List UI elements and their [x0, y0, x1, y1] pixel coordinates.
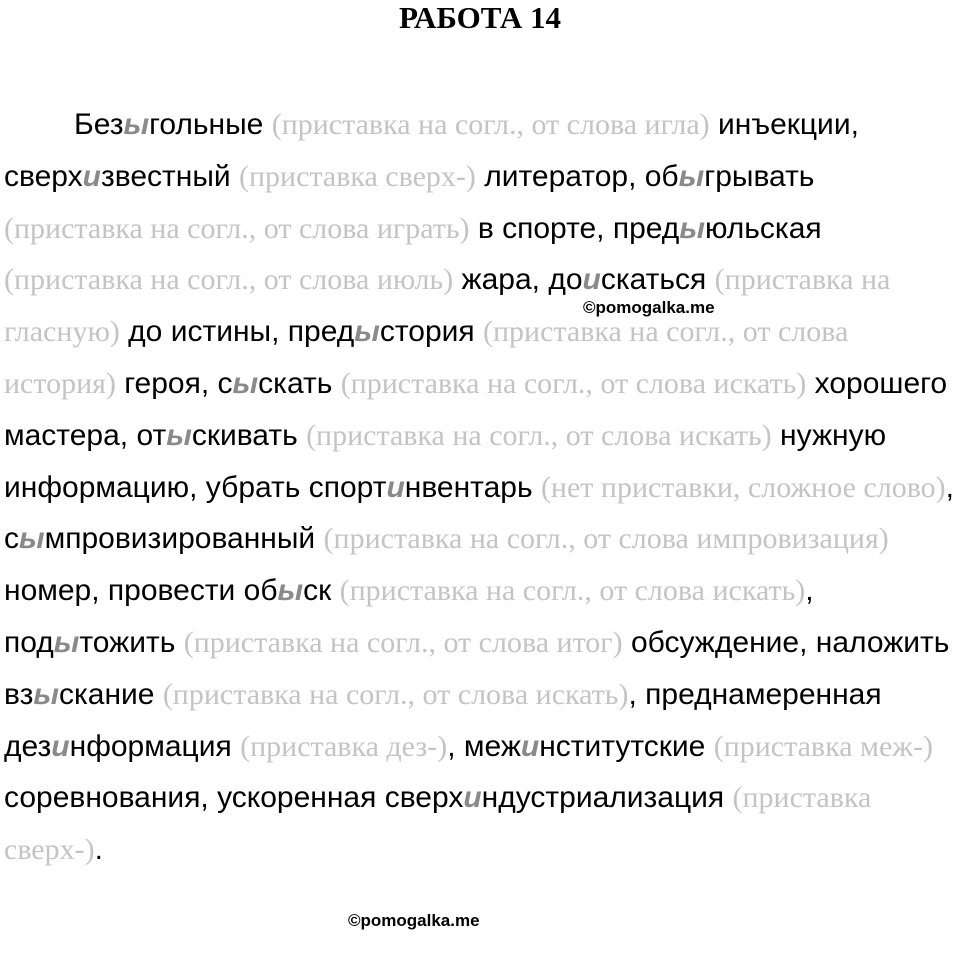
inserted-letter: ы	[277, 574, 304, 608]
hint-text: (приставка сверх-)	[238, 159, 476, 193]
inserted-letter: и	[82, 159, 101, 193]
word-symprovizirovanny: сымпровизированный	[4, 522, 316, 556]
hint-text: (приставка на согл., от слова импровизация)	[323, 522, 889, 556]
inserted-letter: ы	[33, 677, 59, 711]
inserted-letter: и	[51, 729, 70, 763]
watermark: ©pomogalka.me	[583, 298, 715, 317]
watermark: ©pomogalka.me	[348, 911, 480, 930]
hint-text: (приставка на согл., от слова искать)	[306, 418, 772, 452]
hint-text: (нет приставки, сложное слово)	[540, 470, 946, 504]
inserted-letter: ы	[53, 625, 80, 659]
word-obysk: обыск	[243, 574, 332, 608]
inserted-letter: ы	[679, 211, 705, 245]
word-sverkhizvestny: сверхизвестный	[4, 159, 231, 193]
hint-text: (приставка на согл., от слова искать)	[339, 574, 806, 608]
page-title: РАБОТА 14	[398, 0, 562, 35]
word-mezhinstitutskie: межинститутские	[463, 729, 706, 763]
word-obygryvat: обыгрывать	[644, 159, 815, 193]
inserted-letter: ы	[354, 315, 380, 349]
inserted-letter: и	[463, 781, 482, 815]
inserted-letter: и	[582, 263, 601, 297]
word-doiskatsya: доискаться	[548, 263, 707, 297]
word-bezygolnye: Безыгольные	[74, 108, 264, 141]
hint-text: (приставка на согл., от слова история)	[4, 315, 849, 400]
inserted-letter: ы	[232, 366, 259, 400]
exercise-paragraph: Безыгольные (приставка на согл., от слова игла) инъекции, сверхизвестный (приставка сверх-) литератор, обыгрывать (приставка на согл., от слова играть) в спорте, предыюльская (приставка на согл., от слова июль) жара, доискаться (приставка на гласную) до истины, предыстория (приставка на согл., от слова история) героя, сыскать (приставка на согл., от слова искать) хорошего мастера, отыскивать (приставка на согл., от слова искать) нужную информацию, убрать спортинвентарь (нет приставки, сложное слово), сымпровизированный (приставка на согл., от слова импровизация) номер, провести обыск (приставка на согл., от слова искать), подытожить (приставка на согл., от слова итог) обсуждение, наложить взыскание (приставка на согл., от слова искать), преднамеренная дезинформация (приставка дез-), межинститутские (приставка меж-) соревнования, ускоренная сверхиндустриализация (приставка сверх-).	[4, 108, 955, 867]
word-sportinventar: спортинвентарь	[308, 470, 533, 504]
word-predyulskaya: предыюльская	[612, 211, 822, 245]
word-syskat: сыскать	[217, 366, 333, 400]
hint-text: (приставка на согл., от слова июль)	[4, 263, 454, 297]
hint-text: (приставка меж-)	[713, 729, 934, 763]
hint-text: (приставка дез-)	[240, 729, 448, 763]
hint-text: (приставка на согл., от слова искать)	[162, 677, 629, 711]
word-sverkhindustrializatsiya: сверхиндустриализация	[384, 781, 725, 815]
inserted-letter: и	[386, 470, 405, 504]
word-vzyskanie: взыскание	[4, 677, 155, 711]
word-predystoriya: предыстория	[287, 315, 475, 349]
inserted-letter: ы	[123, 108, 150, 141]
inserted-letter: ы	[19, 522, 45, 556]
hint-text: (приставка сверх-)	[4, 781, 872, 867]
hint-text: (приставка на гласную)	[4, 263, 891, 349]
inserted-letter: и	[520, 729, 540, 763]
hint-text: (приставка на согл., от слова играть)	[4, 211, 470, 245]
word-dezinformatsiya: дезинформация	[4, 729, 232, 763]
inserted-letter: ы	[678, 159, 705, 193]
hint-text: (приставка на согл., от слова игла)	[271, 108, 710, 141]
hint-text: (приставка на согл., от слова итог)	[183, 625, 623, 659]
word-otyskivat: отыскивать	[136, 418, 298, 452]
word-podytozhit: подытожить	[4, 625, 176, 659]
inserted-letter: ы	[166, 418, 192, 452]
hint-text: (приставка на согл., от слова искать)	[340, 366, 807, 400]
